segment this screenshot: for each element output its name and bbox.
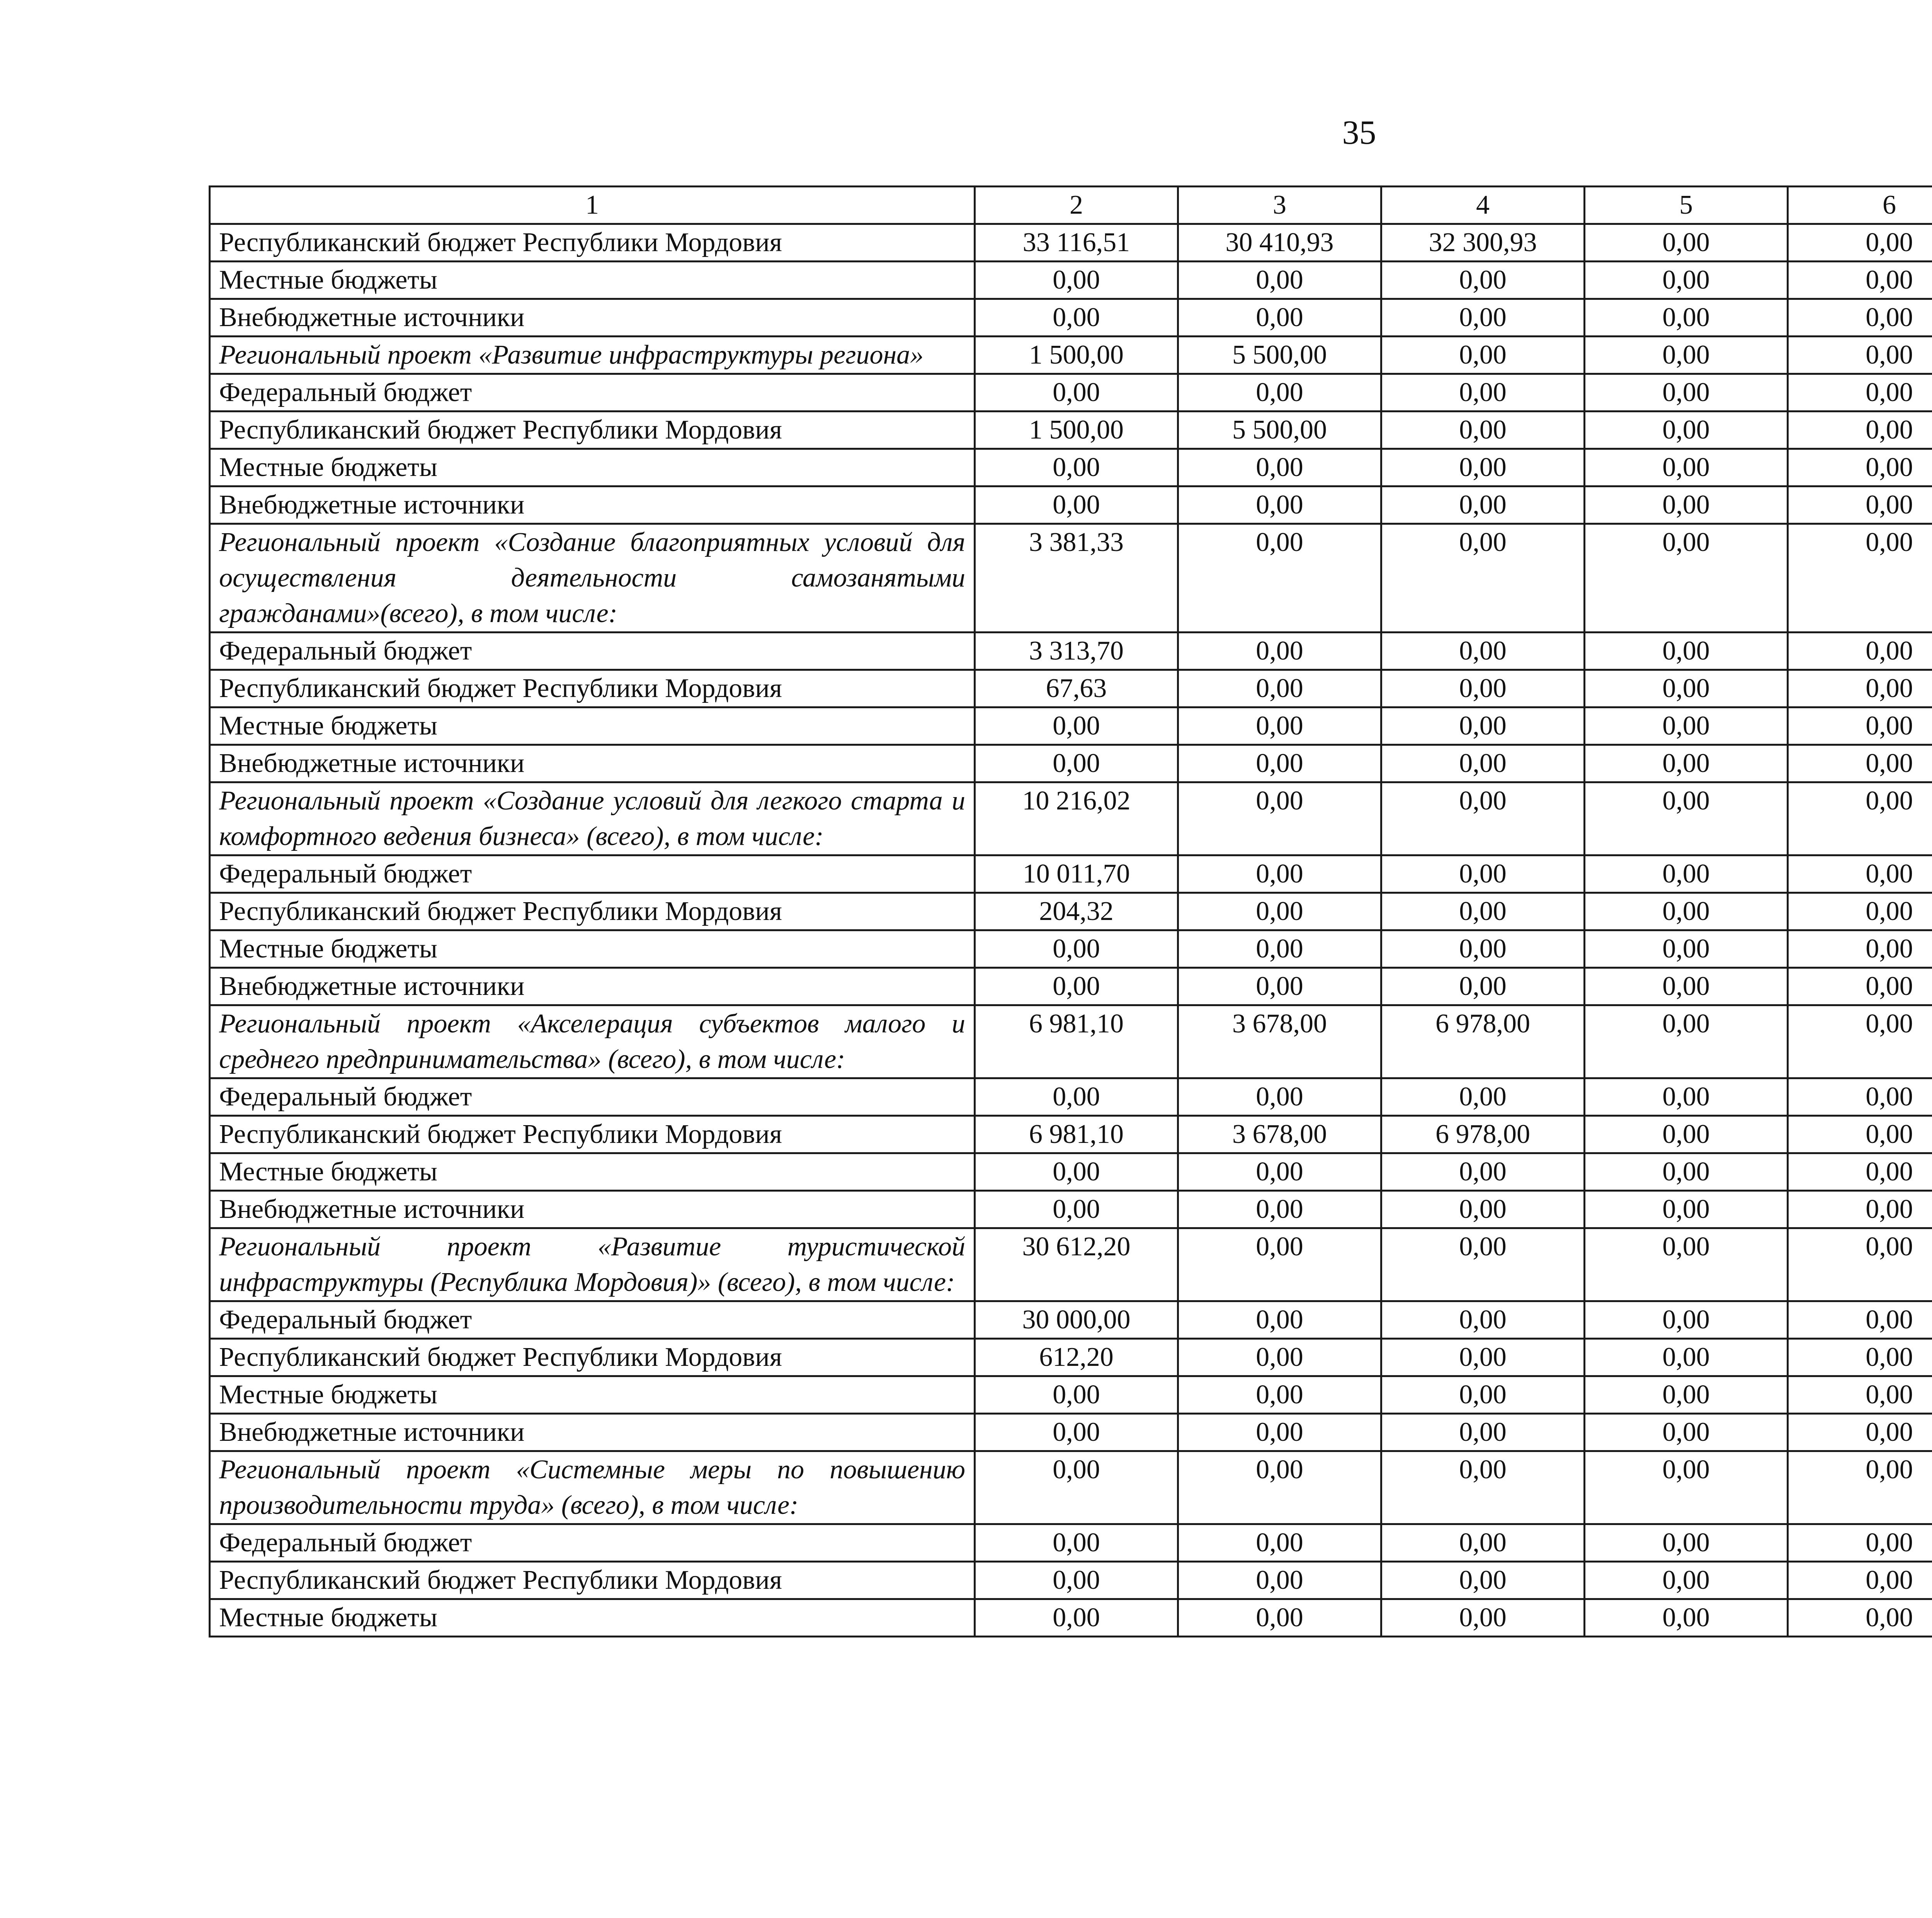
- value-cell: 0,00: [1788, 449, 1932, 486]
- value-cell: 30 000,00: [975, 1301, 1178, 1339]
- table-row: [210, 1414, 1932, 1451]
- value-cell: 0,00: [1788, 930, 1932, 968]
- value-cell: 0,00: [1178, 299, 1381, 337]
- project-row: [210, 1451, 1932, 1524]
- table-row: [210, 633, 1932, 670]
- value-cell: 0,00: [1788, 1339, 1932, 1376]
- value-cell: 0,00: [1381, 782, 1585, 855]
- value-cell: 0,00: [975, 1414, 1178, 1451]
- value-cell: 0,00: [1178, 745, 1381, 782]
- value-cell: 10 011,70: [975, 855, 1178, 893]
- value-cell: 0,00: [1381, 1301, 1585, 1339]
- value-cell: 0,00: [975, 1524, 1178, 1562]
- project-row: [210, 1005, 1932, 1078]
- source-name-cell: Местные бюджеты: [210, 930, 975, 968]
- value-cell: 0,00: [975, 968, 1178, 1005]
- value-cell: 0,00: [1178, 1301, 1381, 1339]
- table-row: [210, 930, 1932, 968]
- value-cell: 204,32: [975, 893, 1178, 930]
- value-cell: 32 300,93: [1381, 224, 1585, 262]
- value-cell: 0,00: [1381, 1562, 1585, 1599]
- source-name-cell: Местные бюджеты: [210, 707, 975, 745]
- value-cell: 0,00: [1585, 1599, 1788, 1637]
- value-cell: 0,00: [1585, 1301, 1788, 1339]
- table-row: [210, 1599, 1932, 1637]
- value-cell: 0,00: [1178, 1078, 1381, 1116]
- value-cell: 0,00: [1381, 262, 1585, 299]
- value-cell: 33 116,51: [975, 224, 1178, 262]
- value-cell: 10 216,02: [975, 782, 1178, 855]
- source-name-cell: Республиканский бюджет Республики Мордовия: [210, 893, 975, 930]
- value-cell: 0,00: [1585, 1339, 1788, 1376]
- value-cell: 0,00: [975, 1376, 1178, 1414]
- value-cell: 0,00: [1381, 1414, 1585, 1451]
- value-cell: 0,00: [1788, 745, 1932, 782]
- value-cell: 0,00: [1585, 1191, 1788, 1228]
- value-cell: 0,00: [1788, 1116, 1932, 1153]
- value-cell: 0,00: [1585, 411, 1788, 449]
- source-name-cell: Федеральный бюджет: [210, 1078, 975, 1116]
- value-cell: 0,00: [975, 1562, 1178, 1599]
- value-cell: 0,00: [1788, 1524, 1932, 1562]
- value-cell: 6 981,10: [975, 1005, 1178, 1078]
- project-row: [210, 524, 1932, 633]
- value-cell: 0,00: [1788, 855, 1932, 893]
- value-cell: 0,00: [1585, 1005, 1788, 1078]
- project-row: [210, 1228, 1932, 1301]
- value-cell: 0,00: [1381, 299, 1585, 337]
- value-cell: 0,00: [1178, 707, 1381, 745]
- value-cell: 6 978,00: [1381, 1116, 1585, 1153]
- table-row: [210, 707, 1932, 745]
- value-cell: 0,00: [1788, 486, 1932, 524]
- value-cell: 0,00: [1585, 1116, 1788, 1153]
- value-cell: 0,00: [1585, 782, 1788, 855]
- page-number: 35: [1342, 114, 1376, 151]
- value-cell: 0,00: [1585, 745, 1788, 782]
- value-cell: 6 981,10: [975, 1116, 1178, 1153]
- table-row: [210, 1191, 1932, 1228]
- value-cell: 0,00: [1381, 1524, 1585, 1562]
- value-cell: 0,00: [975, 1191, 1178, 1228]
- value-cell: 0,00: [1788, 670, 1932, 707]
- table-row: [210, 968, 1932, 1005]
- value-cell: 0,00: [975, 1451, 1178, 1524]
- value-cell: 0,00: [975, 262, 1178, 299]
- value-cell: 0,00: [1381, 1339, 1585, 1376]
- value-cell: 0,00: [1178, 1376, 1381, 1414]
- column-header: 2: [975, 187, 1178, 224]
- value-cell: 0,00: [1381, 930, 1585, 968]
- value-cell: 5 500,00: [1178, 411, 1381, 449]
- table-row: [210, 1078, 1932, 1116]
- value-cell: 30 410,93: [1178, 224, 1381, 262]
- source-name-cell: Федеральный бюджет: [210, 374, 975, 411]
- value-cell: 0,00: [1585, 299, 1788, 337]
- value-cell: 0,00: [1585, 968, 1788, 1005]
- source-name-cell: Местные бюджеты: [210, 449, 975, 486]
- table-row: [210, 262, 1932, 299]
- value-cell: 0,00: [1381, 411, 1585, 449]
- source-name-cell: Федеральный бюджет: [210, 1301, 975, 1339]
- header-row: [210, 187, 1932, 224]
- value-cell: 0,00: [1178, 486, 1381, 524]
- table-row: [210, 486, 1932, 524]
- value-cell: 0,00: [1788, 299, 1932, 337]
- column-header: 4: [1381, 187, 1585, 224]
- table-row: [210, 670, 1932, 707]
- value-cell: 0,00: [1178, 855, 1381, 893]
- value-cell: 0,00: [975, 299, 1178, 337]
- value-cell: 0,00: [1788, 968, 1932, 1005]
- value-cell: 0,00: [1585, 1451, 1788, 1524]
- value-cell: 0,00: [1178, 633, 1381, 670]
- value-cell: 0,00: [1381, 633, 1585, 670]
- source-name-cell: Республиканский бюджет Республики Мордовия: [210, 1339, 975, 1376]
- value-cell: 0,00: [1585, 1524, 1788, 1562]
- source-name-cell: Местные бюджеты: [210, 262, 975, 299]
- value-cell: 0,00: [1178, 1191, 1381, 1228]
- value-cell: 0,00: [975, 930, 1178, 968]
- value-cell: 0,00: [1178, 1562, 1381, 1599]
- source-name-cell: Местные бюджеты: [210, 1153, 975, 1191]
- source-name-cell: Внебюджетные источники: [210, 1414, 975, 1451]
- value-cell: 0,00: [1178, 930, 1381, 968]
- value-cell: 0,00: [1788, 1376, 1932, 1414]
- table-row: [210, 1562, 1932, 1599]
- value-cell: 0,00: [1381, 524, 1585, 633]
- table-row: [210, 1301, 1932, 1339]
- value-cell: 0,00: [975, 1153, 1178, 1191]
- value-cell: 0,00: [1788, 893, 1932, 930]
- source-name-cell: Внебюджетные источники: [210, 486, 975, 524]
- value-cell: 0,00: [1788, 1451, 1932, 1524]
- table-row: [210, 374, 1932, 411]
- value-cell: 6 978,00: [1381, 1005, 1585, 1078]
- value-cell: 0,00: [1788, 1191, 1932, 1228]
- value-cell: 0,00: [1788, 524, 1932, 633]
- value-cell: 0,00: [1788, 224, 1932, 262]
- value-cell: 0,00: [1381, 337, 1585, 374]
- value-cell: 0,00: [975, 745, 1178, 782]
- source-name-cell: Республиканский бюджет Республики Мордовия: [210, 1562, 975, 1599]
- value-cell: 1 500,00: [975, 337, 1178, 374]
- value-cell: 0,00: [1178, 262, 1381, 299]
- source-name-cell: Местные бюджеты: [210, 1599, 975, 1637]
- table-row: [210, 449, 1932, 486]
- column-header: 1: [210, 187, 975, 224]
- value-cell: 0,00: [1585, 1562, 1788, 1599]
- value-cell: 0,00: [1585, 449, 1788, 486]
- value-cell: 0,00: [1381, 707, 1585, 745]
- value-cell: 0,00: [975, 449, 1178, 486]
- value-cell: 0,00: [1788, 1599, 1932, 1637]
- value-cell: 0,00: [975, 486, 1178, 524]
- source-name-cell: Внебюджетные источники: [210, 745, 975, 782]
- project-row: [210, 337, 1932, 374]
- value-cell: 0,00: [1788, 1078, 1932, 1116]
- value-cell: 0,00: [1788, 782, 1932, 855]
- value-cell: 0,00: [1178, 782, 1381, 855]
- value-cell: 0,00: [1788, 633, 1932, 670]
- value-cell: 0,00: [975, 707, 1178, 745]
- project-name-cell: Региональный проект «Акселерация субъектов малого и среднего предпринимательства» (всего), в том числе:: [210, 1005, 975, 1078]
- project-name-cell: Региональный проект «Развитие инфраструктуры региона»: [210, 337, 975, 374]
- value-cell: 0,00: [1585, 1078, 1788, 1116]
- value-cell: 0,00: [1585, 486, 1788, 524]
- value-cell: 0,00: [1381, 1451, 1585, 1524]
- value-cell: 0,00: [1788, 1301, 1932, 1339]
- project-name-cell: Региональный проект «Создание условий для легкого старта и комфортного ведения бизнеса» (всего), в том числе:: [210, 782, 975, 855]
- value-cell: 0,00: [1381, 745, 1585, 782]
- value-cell: 0,00: [1381, 893, 1585, 930]
- table-row: [210, 1524, 1932, 1562]
- table-row: [210, 1116, 1932, 1153]
- source-name-cell: Внебюджетные источники: [210, 299, 975, 337]
- value-cell: 0,00: [1585, 1153, 1788, 1191]
- value-cell: 0,00: [1788, 1228, 1932, 1301]
- source-name-cell: Республиканский бюджет Республики Мордовия: [210, 411, 975, 449]
- value-cell: 0,00: [1381, 1153, 1585, 1191]
- value-cell: 0,00: [975, 1078, 1178, 1116]
- value-cell: 0,00: [975, 374, 1178, 411]
- source-name-cell: Федеральный бюджет: [210, 633, 975, 670]
- value-cell: 0,00: [1585, 524, 1788, 633]
- source-name-cell: Федеральный бюджет: [210, 855, 975, 893]
- table-row: [210, 299, 1932, 337]
- value-cell: 0,00: [1788, 1562, 1932, 1599]
- project-row: [210, 782, 1932, 855]
- table-body: [210, 224, 1932, 1637]
- value-cell: 0,00: [1178, 1599, 1381, 1637]
- value-cell: 0,00: [1178, 893, 1381, 930]
- value-cell: 67,63: [975, 670, 1178, 707]
- value-cell: 0,00: [1381, 855, 1585, 893]
- value-cell: 0,00: [1585, 707, 1788, 745]
- table-row: [210, 1339, 1932, 1376]
- budget-table: [209, 185, 1932, 1637]
- source-name-cell: Внебюджетные источники: [210, 1191, 975, 1228]
- value-cell: 0,00: [1381, 1376, 1585, 1414]
- value-cell: 0,00: [1788, 411, 1932, 449]
- source-name-cell: Республиканский бюджет Республики Мордовия: [210, 224, 975, 262]
- column-header: 3: [1178, 187, 1381, 224]
- value-cell: 0,00: [1585, 224, 1788, 262]
- value-cell: 0,00: [1178, 968, 1381, 1005]
- value-cell: 3 678,00: [1178, 1116, 1381, 1153]
- table-row: [210, 855, 1932, 893]
- value-cell: 0,00: [1585, 930, 1788, 968]
- value-cell: 0,00: [1381, 670, 1585, 707]
- value-cell: 0,00: [1585, 1376, 1788, 1414]
- value-cell: 0,00: [1381, 449, 1585, 486]
- value-cell: 0,00: [1788, 374, 1932, 411]
- value-cell: 0,00: [1178, 449, 1381, 486]
- value-cell: 0,00: [1585, 633, 1788, 670]
- value-cell: 0,00: [1585, 262, 1788, 299]
- value-cell: 0,00: [1381, 486, 1585, 524]
- table-row: [210, 893, 1932, 930]
- value-cell: 612,20: [975, 1339, 1178, 1376]
- column-header: 5: [1585, 187, 1788, 224]
- value-cell: 0,00: [1178, 1228, 1381, 1301]
- project-name-cell: Региональный проект «Системные меры по повышению производительности труда» (всего), в том числе:: [210, 1451, 975, 1524]
- value-cell: 0,00: [1381, 968, 1585, 1005]
- value-cell: 0,00: [1178, 1524, 1381, 1562]
- value-cell: 0,00: [1381, 1228, 1585, 1301]
- value-cell: 5 500,00: [1178, 337, 1381, 374]
- source-name-cell: Республиканский бюджет Республики Мордовия: [210, 670, 975, 707]
- value-cell: 3 678,00: [1178, 1005, 1381, 1078]
- value-cell: 0,00: [1178, 524, 1381, 633]
- value-cell: 0,00: [1788, 337, 1932, 374]
- value-cell: 0,00: [1178, 1414, 1381, 1451]
- value-cell: 0,00: [1788, 1414, 1932, 1451]
- source-name-cell: Местные бюджеты: [210, 1376, 975, 1414]
- value-cell: 0,00: [1178, 374, 1381, 411]
- value-cell: 3 313,70: [975, 633, 1178, 670]
- value-cell: 0,00: [1178, 1153, 1381, 1191]
- source-name-cell: Федеральный бюджет: [210, 1524, 975, 1562]
- value-cell: 1 500,00: [975, 411, 1178, 449]
- value-cell: 0,00: [1788, 262, 1932, 299]
- value-cell: 0,00: [1788, 707, 1932, 745]
- value-cell: 0,00: [1788, 1153, 1932, 1191]
- value-cell: 0,00: [1585, 1228, 1788, 1301]
- table-row: [210, 411, 1932, 449]
- source-name-cell: Внебюджетные источники: [210, 968, 975, 1005]
- value-cell: 0,00: [1585, 337, 1788, 374]
- value-cell: 0,00: [1381, 1078, 1585, 1116]
- table-row: [210, 1376, 1932, 1414]
- value-cell: 0,00: [1178, 1451, 1381, 1524]
- value-cell: 0,00: [1178, 670, 1381, 707]
- value-cell: 0,00: [975, 1599, 1178, 1637]
- value-cell: 0,00: [1585, 1414, 1788, 1451]
- value-cell: 3 381,33: [975, 524, 1178, 633]
- value-cell: 0,00: [1585, 670, 1788, 707]
- table-row: [210, 1153, 1932, 1191]
- project-name-cell: Региональный проект «Развитие туристической инфраструктуры (Республика Мордовия)» (всего), в том числе:: [210, 1228, 975, 1301]
- value-cell: 0,00: [1788, 1005, 1932, 1078]
- value-cell: 0,00: [1381, 1191, 1585, 1228]
- value-cell: 30 612,20: [975, 1228, 1178, 1301]
- column-header: 6: [1788, 187, 1932, 224]
- value-cell: 0,00: [1585, 893, 1788, 930]
- source-name-cell: Республиканский бюджет Республики Мордовия: [210, 1116, 975, 1153]
- value-cell: 0,00: [1381, 1599, 1585, 1637]
- value-cell: 0,00: [1585, 855, 1788, 893]
- value-cell: 0,00: [1585, 374, 1788, 411]
- table-row: [210, 224, 1932, 262]
- table-row: [210, 745, 1932, 782]
- project-name-cell: Региональный проект «Создание благоприятных условий для осуществления деятельности самозанятыми гражданами»(всего), в том числе:: [210, 524, 975, 633]
- value-cell: 0,00: [1178, 1339, 1381, 1376]
- value-cell: 0,00: [1381, 374, 1585, 411]
